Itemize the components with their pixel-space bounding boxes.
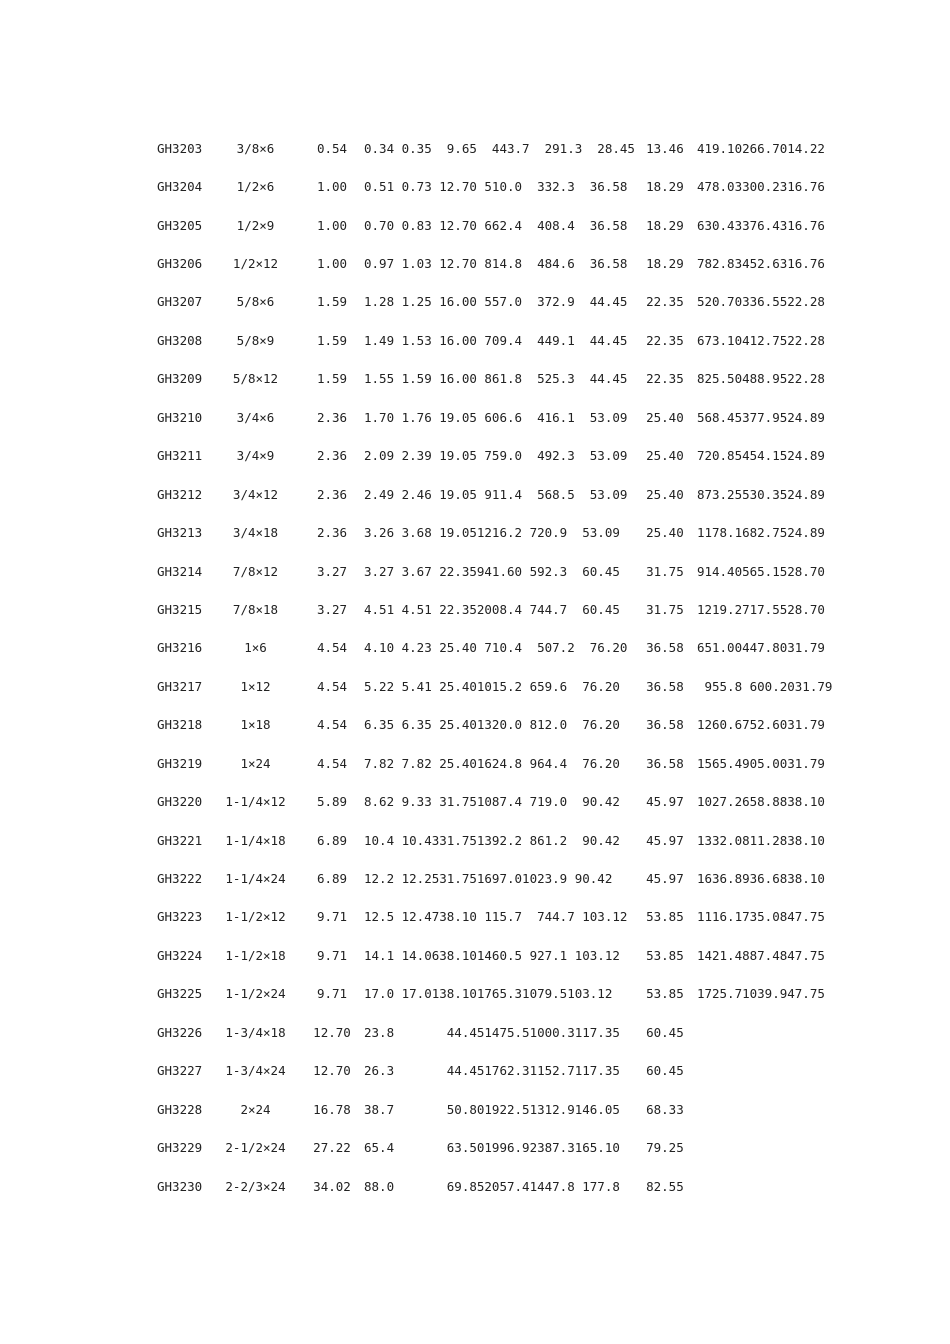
spec-values: 26.3 44.451762.31152.7117.35 (364, 1063, 620, 1079)
extra-values: 1725.71039.947.75 (696, 986, 825, 1002)
weight-value: 1.59 (316, 294, 348, 310)
size-spec: 3/8×6 (236, 140, 275, 156)
size-spec: 1×12 (240, 678, 271, 694)
part-code: GH3218 (157, 717, 203, 733)
spec-values: 0.51 0.73 12.70 510.0 332.3 36.58 (364, 179, 628, 195)
size-spec: 1×6 (244, 640, 267, 656)
weight-value: 9.71 (316, 909, 348, 925)
size-spec: 1×24 (240, 755, 271, 771)
table-row (157, 437, 832, 475)
table-row (157, 1013, 832, 1051)
spec-values: 2.49 2.46 19.05 911.4 568.5 53.09 (364, 486, 628, 502)
part-code: GH3204 (157, 179, 203, 195)
size-spec: 2×24 (240, 1101, 271, 1117)
table-row (157, 667, 832, 705)
size-spec: 1/2×6 (236, 179, 275, 195)
part-code: GH3217 (157, 678, 203, 694)
extra-values: 1219.2717.5528.70 (696, 601, 825, 617)
dimension-value: 22.35 (646, 371, 684, 387)
size-spec: 1/2×9 (236, 217, 275, 233)
spec-values: 88.0 69.852057.41447.8 177.8 (364, 1178, 620, 1194)
weight-value: 0.54 (316, 140, 348, 156)
size-spec: 7/8×18 (232, 601, 279, 617)
spec-values: 1.55 1.59 16.00 861.8 525.3 44.45 (364, 371, 628, 387)
table-row (157, 321, 832, 359)
weight-value: 2.36 (316, 409, 348, 425)
dimension-value: 36.58 (646, 755, 684, 771)
spec-values: 1.70 1.76 19.05 606.6 416.1 53.09 (364, 409, 628, 425)
dimension-value: 79.25 (646, 1140, 684, 1156)
weight-value: 9.71 (316, 947, 348, 963)
part-code: GH3227 (157, 1063, 203, 1079)
spec-values: 8.62 9.33 31.751087.4 719.0 90.42 (364, 794, 620, 810)
dimension-value: 22.35 (646, 332, 684, 348)
part-code: GH3216 (157, 640, 203, 656)
table-row (157, 129, 832, 167)
dimension-value: 45.97 (646, 794, 684, 810)
size-spec: 1-1/2×24 (225, 986, 286, 1002)
spec-values: 10.4 10.4331.751392.2 861.2 90.42 (364, 832, 620, 848)
weight-value: 3.27 (316, 563, 348, 579)
table-row (157, 590, 832, 628)
spec-values: 1.28 1.25 16.00 557.0 372.9 44.45 (364, 294, 628, 310)
part-code: GH3210 (157, 409, 203, 425)
dimension-value: 22.35 (646, 294, 684, 310)
dimension-value: 36.58 (646, 640, 684, 656)
dimension-value: 25.40 (646, 409, 684, 425)
extra-values: 1636.8936.6838.10 (696, 871, 825, 887)
size-spec: 1-1/4×18 (225, 832, 286, 848)
part-code: GH3226 (157, 1024, 203, 1040)
table-row (157, 398, 832, 436)
weight-value: 4.54 (316, 755, 348, 771)
spec-values: 0.70 0.83 12.70 662.4 408.4 36.58 (364, 217, 628, 233)
part-code: GH3230 (157, 1178, 203, 1194)
size-spec: 3/4×6 (236, 409, 275, 425)
part-code: GH3224 (157, 947, 203, 963)
dimension-value: 25.40 (646, 525, 684, 541)
spec-values: 4.51 4.51 22.352008.4 744.7 60.45 (364, 601, 620, 617)
extra-values: 478.03300.2316.76 (696, 179, 825, 195)
extra-values: 673.10412.7522.28 (696, 332, 825, 348)
part-code: GH3208 (157, 332, 203, 348)
weight-value: 1.59 (316, 332, 348, 348)
extra-values: 1565.4905.0031.79 (696, 755, 825, 771)
spec-values: 23.8 44.451475.51000.3117.35 (364, 1024, 620, 1040)
table-row (157, 360, 832, 398)
size-spec: 5/8×6 (236, 294, 275, 310)
table-row (157, 167, 832, 205)
part-code: GH3213 (157, 525, 203, 541)
spec-values: 65.4 63.501996.92387.3165.10 (364, 1140, 620, 1156)
size-spec: 1-1/4×24 (225, 871, 286, 887)
extra-values: 520.70336.5522.28 (696, 294, 825, 310)
weight-value: 12.70 (313, 1024, 351, 1040)
weight-value: 9.71 (316, 986, 348, 1002)
extra-values: 1260.6752.6031.79 (696, 717, 825, 733)
table-row (157, 1090, 832, 1128)
table-row (157, 244, 832, 282)
size-spec: 2-1/2×24 (225, 1140, 286, 1156)
size-spec: 3/4×12 (232, 486, 279, 502)
part-code: GH3223 (157, 909, 203, 925)
extra-values: 651.00447.8031.79 (696, 640, 825, 656)
spec-values: 0.34 0.35 9.65 443.7 291.3 28.45 (364, 140, 635, 156)
table-row (157, 936, 832, 974)
size-spec: 3/4×9 (236, 448, 275, 464)
table-row (157, 859, 832, 897)
dimension-value: 53.85 (646, 947, 684, 963)
part-code: GH3222 (157, 871, 203, 887)
extra-values: 1421.4887.4847.75 (696, 947, 825, 963)
table-row (157, 821, 832, 859)
spec-values: 2.09 2.39 19.05 759.0 492.3 53.09 (364, 448, 628, 464)
dimension-value: 36.58 (646, 678, 684, 694)
weight-value: 1.00 (316, 217, 348, 233)
part-code: GH3220 (157, 794, 203, 810)
table-row (157, 629, 832, 667)
table-row (157, 513, 832, 551)
extra-values: 720.85454.1524.89 (696, 448, 825, 464)
size-spec: 1-1/2×18 (225, 947, 286, 963)
size-spec: 7/8×12 (232, 563, 279, 579)
size-spec: 1/2×12 (232, 256, 279, 272)
extra-values (695, 1013, 832, 1051)
part-code: GH3229 (157, 1140, 203, 1156)
spec-table (157, 129, 832, 1205)
extra-values: 825.50488.9522.28 (696, 371, 825, 387)
weight-value: 4.54 (316, 640, 348, 656)
extra-values: 1332.0811.2838.10 (696, 832, 825, 848)
dimension-value: 45.97 (646, 871, 684, 887)
extra-values: 955.8 600.2031.79 (696, 678, 833, 694)
weight-value: 1.59 (316, 371, 348, 387)
extra-values: 1027.2658.8838.10 (696, 794, 825, 810)
extra-values: 782.83452.6316.76 (696, 256, 825, 272)
spec-values: 12.5 12.4738.10 115.7 744.7 103.12 (364, 909, 628, 925)
table-row (157, 283, 832, 321)
extra-values (695, 1167, 832, 1205)
extra-values: 1178.1682.7524.89 (696, 525, 825, 541)
extra-values: 419.10266.7014.22 (696, 140, 825, 156)
dimension-value: 68.33 (646, 1101, 684, 1117)
spec-values: 17.0 17.0138.101765.31079.5103.12 (364, 986, 613, 1002)
table-row (157, 1052, 832, 1090)
table-row (157, 898, 832, 936)
weight-value: 2.36 (316, 486, 348, 502)
table-row (157, 1167, 832, 1205)
weight-value: 27.22 (313, 1140, 351, 1156)
spec-values: 7.82 7.82 25.401624.8 964.4 76.20 (364, 755, 620, 771)
part-code: GH3209 (157, 371, 203, 387)
weight-value: 12.70 (313, 1063, 351, 1079)
weight-value: 4.54 (316, 678, 348, 694)
table-row (157, 975, 832, 1013)
dimension-value: 31.75 (646, 563, 684, 579)
extra-values: 1116.1735.0847.75 (696, 909, 825, 925)
weight-value: 6.89 (316, 832, 348, 848)
dimension-value: 13.46 (646, 140, 684, 156)
table-row (157, 706, 832, 744)
dimension-value: 18.29 (646, 179, 684, 195)
extra-values: 873.25530.3524.89 (696, 486, 825, 502)
spec-values: 0.97 1.03 12.70 814.8 484.6 36.58 (364, 256, 628, 272)
part-code: GH3205 (157, 217, 203, 233)
dimension-value: 53.85 (646, 909, 684, 925)
dimension-value: 18.29 (646, 217, 684, 233)
weight-value: 34.02 (313, 1178, 351, 1194)
table-row (157, 744, 832, 782)
weight-value: 6.89 (316, 871, 348, 887)
size-spec: 1-3/4×24 (225, 1063, 286, 1079)
dimension-value: 31.75 (646, 601, 684, 617)
dimension-value: 60.45 (646, 1063, 684, 1079)
dimension-value: 60.45 (646, 1024, 684, 1040)
dimension-value: 36.58 (646, 717, 684, 733)
part-code: GH3228 (157, 1101, 203, 1117)
extra-values (695, 1128, 832, 1166)
spec-values: 5.22 5.41 25.401015.2 659.6 76.20 (364, 678, 620, 694)
table-row (157, 1128, 832, 1166)
part-code: GH3225 (157, 986, 203, 1002)
extra-values: 630.43376.4316.76 (696, 217, 825, 233)
size-spec: 5/8×12 (232, 371, 279, 387)
part-code: GH3214 (157, 563, 203, 579)
weight-value: 2.36 (316, 525, 348, 541)
dimension-value: 53.85 (646, 986, 684, 1002)
weight-value: 1.00 (316, 179, 348, 195)
size-spec: 2-2/3×24 (225, 1178, 286, 1194)
part-code: GH3207 (157, 294, 203, 310)
dimension-value: 25.40 (646, 448, 684, 464)
weight-value: 16.78 (313, 1101, 351, 1117)
part-code: GH3215 (157, 601, 203, 617)
table-row (157, 475, 832, 513)
extra-values: 914.40565.1528.70 (696, 563, 825, 579)
weight-value: 1.00 (316, 256, 348, 272)
spec-values: 3.26 3.68 19.051216.2 720.9 53.09 (364, 525, 620, 541)
weight-value: 4.54 (316, 717, 348, 733)
extra-values (695, 1052, 832, 1090)
dimension-value: 25.40 (646, 486, 684, 502)
dimension-value: 82.55 (646, 1178, 684, 1194)
size-spec: 5/8×9 (236, 332, 275, 348)
part-code: GH3206 (157, 256, 203, 272)
weight-value: 5.89 (316, 794, 348, 810)
extra-values (695, 1090, 832, 1128)
dimension-value: 18.29 (646, 256, 684, 272)
size-spec: 1-1/2×12 (225, 909, 286, 925)
part-code: GH3211 (157, 448, 203, 464)
spec-values: 3.27 3.67 22.35941.60 592.3 60.45 (364, 563, 620, 579)
spec-values: 38.7 50.801922.51312.9146.05 (364, 1101, 620, 1117)
table-row (157, 206, 832, 244)
dimension-value: 45.97 (646, 832, 684, 848)
part-code: GH3203 (157, 140, 203, 156)
part-code: GH3221 (157, 832, 203, 848)
size-spec: 1-1/4×12 (225, 794, 286, 810)
size-spec: 1-3/4×18 (225, 1024, 286, 1040)
spec-values: 1.49 1.53 16.00 709.4 449.1 44.45 (364, 332, 628, 348)
spec-table-body (157, 129, 832, 1205)
table-row (157, 552, 832, 590)
table-row (157, 782, 832, 820)
spec-values: 14.1 14.0638.101460.5 927.1 103.12 (364, 947, 620, 963)
weight-value: 3.27 (316, 601, 348, 617)
spec-values: 4.10 4.23 25.40 710.4 507.2 76.20 (364, 640, 628, 656)
weight-value: 2.36 (316, 448, 348, 464)
size-spec: 3/4×18 (232, 525, 279, 541)
part-code: GH3212 (157, 486, 203, 502)
size-spec: 1×18 (240, 717, 271, 733)
spec-values: 6.35 6.35 25.401320.0 812.0 76.20 (364, 717, 620, 733)
spec-values: 12.2 12.2531.751697.01023.9 90.42 (364, 871, 613, 887)
part-code: GH3219 (157, 755, 203, 771)
extra-values: 568.45377.9524.89 (696, 409, 825, 425)
